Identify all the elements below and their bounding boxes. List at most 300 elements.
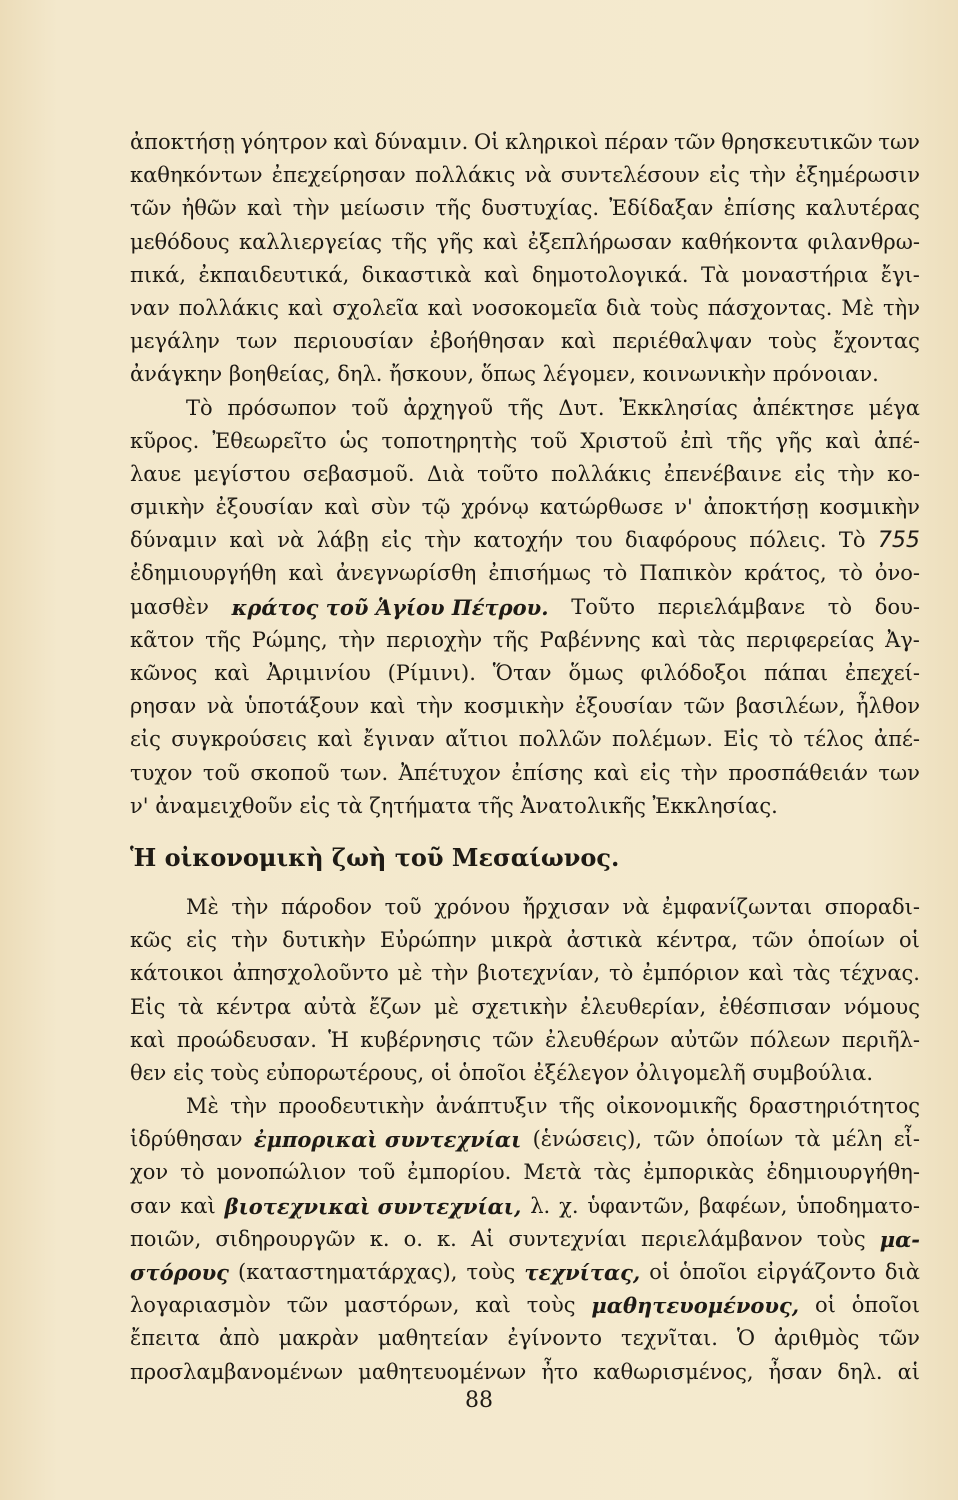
word: τοποτηρητὴς xyxy=(381,428,518,453)
text-line xyxy=(130,524,920,557)
year-755: 755 xyxy=(877,528,920,554)
word: Ἐδίδαξαν xyxy=(609,196,714,221)
word: ἔχοντας xyxy=(832,329,920,354)
word: σὺν xyxy=(370,495,411,520)
word: (καταστηματάρχας), xyxy=(238,1260,458,1284)
text-line xyxy=(130,1190,920,1223)
word: Εἰς xyxy=(723,727,759,752)
word: πολέμων. xyxy=(612,727,713,752)
emphasized-term: τεχνίτας, xyxy=(524,1260,641,1285)
section-heading: Ἡ οἰκονομικὴ ζωὴ τοῦ Μεσαίωνος. xyxy=(130,842,620,872)
word: πικά, xyxy=(130,262,187,287)
word: των. xyxy=(340,760,389,785)
word: ἦτο xyxy=(541,1359,579,1384)
word: ἐλευθέρων xyxy=(545,1027,660,1052)
word: καὶ xyxy=(333,130,369,154)
word: τῶν xyxy=(683,694,726,719)
text-line xyxy=(130,1223,920,1256)
word: κοσμικὴν xyxy=(463,694,565,719)
word: τῆς xyxy=(391,229,428,254)
text-line xyxy=(130,624,920,657)
word: σαν xyxy=(130,1193,172,1218)
word: κληρικοὶ xyxy=(505,130,599,154)
text-line xyxy=(130,292,920,325)
word: ἐπίσης xyxy=(723,196,796,221)
word: μὲ xyxy=(434,994,459,1019)
text-line xyxy=(130,557,920,590)
word: δημοτολογικά. xyxy=(532,262,689,287)
word: ἐμπόριον xyxy=(642,961,740,986)
word: τὴν xyxy=(292,196,330,221)
word: διὰ xyxy=(606,295,642,320)
word: τῶν xyxy=(286,1293,329,1318)
word: καὶ xyxy=(560,329,597,354)
word: ἔζων xyxy=(368,994,422,1019)
word: μαθητευομένων xyxy=(358,1359,527,1384)
word: καλυτέρας xyxy=(805,196,920,221)
word: τῶν xyxy=(878,1326,920,1351)
word: Ὁ xyxy=(736,1326,755,1351)
text-line xyxy=(130,1156,920,1189)
word: μέλη xyxy=(831,1127,883,1152)
word: κοσμικὴν xyxy=(819,495,920,520)
word: ἐβοήθησαν xyxy=(429,329,545,354)
text-line xyxy=(130,690,920,723)
word: καὶ xyxy=(317,727,353,752)
word: τὰς xyxy=(593,1160,632,1185)
word: κυβέρνησις xyxy=(360,1027,482,1052)
word: ἐξημέρωσιν xyxy=(795,163,920,188)
word: περιῆλ- xyxy=(841,1027,920,1052)
word: κᾶτον xyxy=(130,627,195,652)
word: σμικὴν xyxy=(130,495,205,520)
word: τῶν xyxy=(492,1027,534,1052)
word: τὴν xyxy=(230,1094,268,1119)
word: ναν xyxy=(130,295,170,320)
word: καλλιεργείας xyxy=(238,229,382,254)
word: σχολεῖα xyxy=(332,295,419,320)
word: καὶ xyxy=(483,262,520,287)
word: καὶ xyxy=(370,694,406,719)
word: καὶ xyxy=(130,1027,166,1052)
word: ἦλθον xyxy=(856,694,920,719)
word: περιουσίαν xyxy=(293,329,414,354)
word: ο. xyxy=(403,1226,423,1251)
text-line xyxy=(130,325,920,358)
word: σιδηρουργῶν xyxy=(215,1226,356,1251)
word: τὴν xyxy=(749,163,787,188)
word: τοῦτο xyxy=(477,461,539,486)
word: ἐπεχείρησαν xyxy=(271,163,406,188)
word: μαθητείαν xyxy=(377,1326,489,1351)
word: τέλος xyxy=(803,727,864,752)
word: περιοχὴν xyxy=(386,627,483,652)
word: δραστηριότητος xyxy=(748,1094,920,1119)
text-line: ἀνάγκην βοηθείας, δηλ. ἤσκουν, ὅπως λέγομεν, κοινωνικὴν πρόνοιαν. xyxy=(130,362,879,387)
text-line xyxy=(130,1356,920,1389)
word: Δυτ. xyxy=(558,395,605,420)
word: τὰ xyxy=(794,1127,821,1152)
word: ἐμπορίου. xyxy=(407,1160,512,1185)
text-line xyxy=(130,1024,920,1057)
word: κῶς xyxy=(130,928,173,953)
word: μεθόδους xyxy=(130,229,230,254)
word: δύναμιν xyxy=(130,528,218,553)
word: τὸ xyxy=(827,594,853,619)
word: τοῦ xyxy=(530,428,568,453)
text-line xyxy=(130,425,920,458)
word: Χριστοῦ xyxy=(580,428,668,453)
word: μεγάλην xyxy=(130,329,220,354)
word: καὶ xyxy=(427,295,464,320)
word: λαυε xyxy=(130,461,182,486)
word: μοναστήρια xyxy=(741,262,869,287)
word: πέραν xyxy=(604,130,669,154)
word: τεχνῖται. xyxy=(621,1326,718,1351)
text-line xyxy=(130,1090,920,1123)
word: τὴν xyxy=(338,627,376,652)
word: εἰς xyxy=(381,528,412,553)
text-line xyxy=(130,1123,920,1156)
word: περιέθαλψαν xyxy=(612,329,753,354)
word: Τὸ xyxy=(838,528,866,553)
word: τῆς xyxy=(507,395,544,420)
word: βαφέων, xyxy=(698,1193,788,1218)
word: μέγα xyxy=(868,395,920,420)
word: πάροδον xyxy=(280,894,372,919)
word: Οἱ xyxy=(473,130,500,154)
word: ἐπισήμως xyxy=(488,561,592,586)
word: χρόνῳ xyxy=(461,495,529,520)
word: χρόνου xyxy=(434,894,511,919)
word: τὴν xyxy=(680,760,718,785)
word: τὴν xyxy=(837,461,875,486)
text-line xyxy=(130,1256,920,1289)
word: ὁποίων xyxy=(807,928,885,953)
word: καὶ xyxy=(180,1193,216,1218)
word: ἔπειτα xyxy=(130,1326,200,1351)
word: γῆς xyxy=(775,428,813,453)
word: τὴν xyxy=(416,694,454,719)
word: Ἀπέτυχον xyxy=(398,760,501,785)
word: τοὺς xyxy=(650,295,699,320)
word: φιλόδοξοι xyxy=(640,661,748,685)
word: καθήκοντα xyxy=(681,229,799,254)
word: Ἀγ- xyxy=(885,627,920,652)
word: τῷ xyxy=(421,495,451,520)
word: τὸ xyxy=(768,727,794,752)
word: προσπάθειάν xyxy=(728,760,869,785)
word: πάπαι xyxy=(763,661,829,685)
word: δικαστικὰ xyxy=(361,262,472,287)
word: μασθὲν xyxy=(130,594,209,619)
word: καθηκόντων xyxy=(130,163,263,188)
word: πολλῶν xyxy=(518,727,602,752)
word: καὶ xyxy=(482,229,519,254)
word: διαφόρους xyxy=(625,528,737,553)
word: τὴν xyxy=(431,961,469,986)
text-line xyxy=(130,991,920,1024)
word: πολλάκις xyxy=(550,461,652,486)
word: οἱ xyxy=(898,928,920,953)
word: Αἱ xyxy=(470,1226,495,1251)
word: ἐδημιουργήθη xyxy=(130,561,277,586)
word: δυστυχίας. xyxy=(481,196,600,221)
word: τὴν xyxy=(883,295,920,320)
word: αὐτὰ xyxy=(303,994,357,1019)
word: αἴτιοι xyxy=(445,727,509,752)
body-text xyxy=(130,126,920,1389)
text-line: ν' ἀναμειχθοῦν εἰς τὰ ζητήματα τῆς Ἀνατολικῆς Ἐκκλησίας. xyxy=(130,793,778,818)
word: τὴν xyxy=(424,528,462,553)
word: ἱδρύθησαν xyxy=(130,1127,243,1152)
word: ἐπενέβαινε xyxy=(663,461,782,486)
word: συγκρούσεις xyxy=(171,727,307,752)
word: ἐξεπλήρωσαν xyxy=(527,229,672,254)
word: κο- xyxy=(887,461,920,486)
word: ὁποίων xyxy=(706,1127,784,1152)
word: τῆς xyxy=(435,196,472,221)
word: περιφερείας xyxy=(746,627,875,652)
word: προώδευσαν. xyxy=(176,1027,317,1052)
text-line xyxy=(130,192,920,225)
word: μαστόρων, xyxy=(344,1293,460,1318)
word: βιοτεχνίαν, xyxy=(477,961,601,986)
word: αἱ xyxy=(897,1359,920,1384)
text-line xyxy=(130,924,920,957)
word: σεβασμοῦ. xyxy=(302,461,415,486)
text-line xyxy=(130,591,920,624)
word: καὶ xyxy=(288,561,324,586)
word: σχετικὴν xyxy=(471,994,568,1019)
word: ἐκπαιδευτικά, xyxy=(198,262,350,287)
word: δου- xyxy=(874,594,920,619)
word: συντελέσουν xyxy=(560,163,700,188)
text-line xyxy=(130,226,920,259)
text-line xyxy=(130,491,920,524)
word: των xyxy=(878,130,920,154)
word: τὴν xyxy=(231,894,269,919)
word: τὰ xyxy=(177,994,204,1019)
word: ποιῶν, xyxy=(130,1226,202,1251)
word: Ἐκκλησίας xyxy=(619,395,738,420)
word: κατώρθωσε xyxy=(539,495,664,520)
word: νὰ xyxy=(206,694,234,719)
word: μακρὰν xyxy=(278,1326,359,1351)
word: ἀπέ- xyxy=(874,727,920,752)
word: περιελάμβανε xyxy=(657,594,805,619)
word: γόητρον xyxy=(240,130,328,154)
word: τέχνας. xyxy=(839,961,920,986)
word: Διὰ xyxy=(427,461,465,486)
word: ἐπὶ xyxy=(680,428,714,453)
word: Μὲ xyxy=(186,894,219,919)
word: ἀπέκτησε xyxy=(752,395,854,420)
word: κῦρος. xyxy=(130,428,200,453)
word: ἀποκτήσῃ xyxy=(703,495,809,520)
word: μὲ xyxy=(397,961,423,986)
word: τοῦ xyxy=(358,1160,396,1185)
emphasized-term: μα- xyxy=(879,1226,920,1252)
text-line xyxy=(130,957,920,990)
word: Παπικὸν xyxy=(639,561,733,586)
word: καθωρισμένος, xyxy=(593,1359,754,1384)
word: καὶ xyxy=(229,528,265,553)
word: εἰς xyxy=(709,163,740,188)
word: ὑποτάξουν xyxy=(244,694,360,719)
word: ἀνάπτυξιν xyxy=(435,1094,548,1119)
word: εἶ- xyxy=(893,1127,920,1152)
word: εἰς xyxy=(130,727,161,752)
word: κέντρα xyxy=(216,994,292,1019)
word: μεγίστου xyxy=(193,461,291,486)
word: Ἡ xyxy=(328,1027,349,1052)
word: ἔγι- xyxy=(880,262,920,287)
word: ἐξουσίαν xyxy=(575,694,673,719)
word: πάσχοντας. xyxy=(707,295,833,320)
word: ἐδημιουργήθη- xyxy=(766,1160,920,1185)
text-line: θεν εἰς τοὺς εὐπορωτέρους, οἱ ὁποῖοι ἐξέλεγον ὀλιγομελῆ συμβούλια. xyxy=(130,1060,874,1085)
word: κῶνος xyxy=(130,661,198,685)
word: ἀρχηγοῦ xyxy=(403,395,494,420)
word: τοῦ xyxy=(351,395,389,420)
word: νοσοκομεῖα xyxy=(472,295,598,320)
word: ἀπὸ xyxy=(218,1326,260,1351)
word: ἀποκτήσῃ xyxy=(130,130,235,154)
word: οἱ xyxy=(649,1260,671,1284)
word: ὅμως xyxy=(568,661,624,685)
word: εἰς xyxy=(794,461,826,486)
word: τὰς xyxy=(697,627,736,652)
word: εἰς xyxy=(186,928,217,953)
papal-state-term: κράτος τοῦ Ἁγίου Πέτρου. xyxy=(231,594,549,620)
page-number: 88 xyxy=(465,1388,493,1413)
word: Εἰς xyxy=(130,994,166,1019)
word: πόλεων xyxy=(750,1027,831,1052)
word: τὸ xyxy=(609,961,634,986)
word: καὶ xyxy=(475,1293,511,1318)
word: ἀνεγνωρίσθη xyxy=(335,561,477,586)
word: Εὐρώπην xyxy=(380,928,477,953)
word: Μὲ xyxy=(841,295,875,320)
word: των xyxy=(235,329,278,354)
word: ἀστικὰ xyxy=(566,928,643,953)
word: βασιλέων, xyxy=(735,694,846,719)
word: τοὺς xyxy=(526,1293,576,1318)
word: ἐλευθερίαν, xyxy=(580,994,707,1019)
word: Ὅταν xyxy=(492,661,552,685)
word: τὸ xyxy=(180,1160,205,1185)
word: φιλανθρω- xyxy=(807,229,920,254)
word: ὡς xyxy=(339,428,369,453)
word: λογαριασμὸν xyxy=(130,1293,271,1318)
word: τῆς xyxy=(726,428,763,453)
word: ν' xyxy=(674,495,693,520)
word: αὐτῶν xyxy=(670,1027,739,1052)
word: τοῦ xyxy=(384,894,422,919)
word: Μετὰ xyxy=(523,1160,582,1185)
word: λ. xyxy=(530,1193,551,1218)
word: νὰ xyxy=(622,894,650,919)
word: τῶν xyxy=(130,196,172,221)
word: κ. xyxy=(437,1226,457,1251)
text-line xyxy=(130,126,920,159)
word: καὶ xyxy=(324,495,360,520)
text-line xyxy=(130,1289,920,1322)
word: τοὺς xyxy=(768,329,817,354)
word: τῶν xyxy=(653,1127,695,1152)
word: (Ρίμινι). xyxy=(387,661,476,685)
text-line xyxy=(130,159,920,192)
text-line xyxy=(130,891,920,924)
word: νὰ xyxy=(524,163,552,188)
word: τὸ xyxy=(603,561,628,586)
word: καὶ xyxy=(246,196,283,221)
word: ἐθέσπισαν xyxy=(718,994,832,1019)
word: ἐπίσης xyxy=(511,760,584,785)
word: πολλάκις xyxy=(414,163,516,188)
word: καὶ xyxy=(825,428,861,453)
word: Ρώμης, xyxy=(251,627,328,652)
word: ἀριθμὸς xyxy=(773,1326,860,1351)
word: καὶ xyxy=(214,661,250,685)
word: πρόσωπον xyxy=(227,395,337,420)
word: τῆς xyxy=(558,1094,595,1119)
word: ὁποῖοι xyxy=(851,1293,920,1318)
word: νόμους xyxy=(843,994,920,1019)
word: Ραβέννης xyxy=(539,627,641,652)
word: καὶ xyxy=(287,295,324,320)
word: θρησκευτικῶν xyxy=(721,130,873,154)
word: εἰργάζοντο xyxy=(756,1260,876,1284)
word: πόλεις. xyxy=(749,528,827,553)
text-line xyxy=(130,392,920,425)
word: τοῦ xyxy=(202,760,240,785)
word: δηλ. xyxy=(837,1359,883,1384)
word: ἐμπορικὰς xyxy=(643,1160,755,1185)
emphasized-term: βιοτεχνικαὶ συντεχνίαι, xyxy=(224,1193,522,1219)
word: τὴν xyxy=(231,928,269,953)
word: ἠθῶν xyxy=(181,196,237,221)
word: Τὰ xyxy=(701,262,730,287)
word: τοὺς xyxy=(816,1226,866,1251)
word: οἰκονομικῆς xyxy=(606,1094,738,1119)
emphasized-term: ἐμπορικαὶ συντεχνίαι xyxy=(253,1127,522,1153)
word: εἰς xyxy=(639,760,671,785)
word: τῆς xyxy=(205,627,242,652)
word: τὸ xyxy=(838,561,863,586)
word: κάτοικοι xyxy=(130,961,224,986)
word: προσλαμβανομένων xyxy=(130,1359,344,1384)
word: διὰ xyxy=(884,1260,920,1284)
word: τῶν xyxy=(752,928,794,953)
word: ἀπησχολοῦντο xyxy=(232,961,389,986)
word: τοὺς xyxy=(466,1260,516,1284)
word: καὶ xyxy=(651,627,688,652)
word: Μὲ xyxy=(186,1094,219,1119)
word: Τοῦτο xyxy=(571,594,635,619)
word: ἔγιναν xyxy=(363,727,435,752)
word: ὀνο- xyxy=(874,561,920,586)
word: ἐξουσίαν xyxy=(215,495,314,520)
word: κ. xyxy=(369,1226,390,1251)
text-line xyxy=(130,1322,920,1355)
word: δυτικὴν xyxy=(282,928,366,953)
word: ρησαν xyxy=(130,694,197,719)
word: συντεχνίαι xyxy=(508,1226,627,1251)
word: Ἀριμινίου xyxy=(266,661,371,685)
word: τῆς xyxy=(492,627,529,652)
